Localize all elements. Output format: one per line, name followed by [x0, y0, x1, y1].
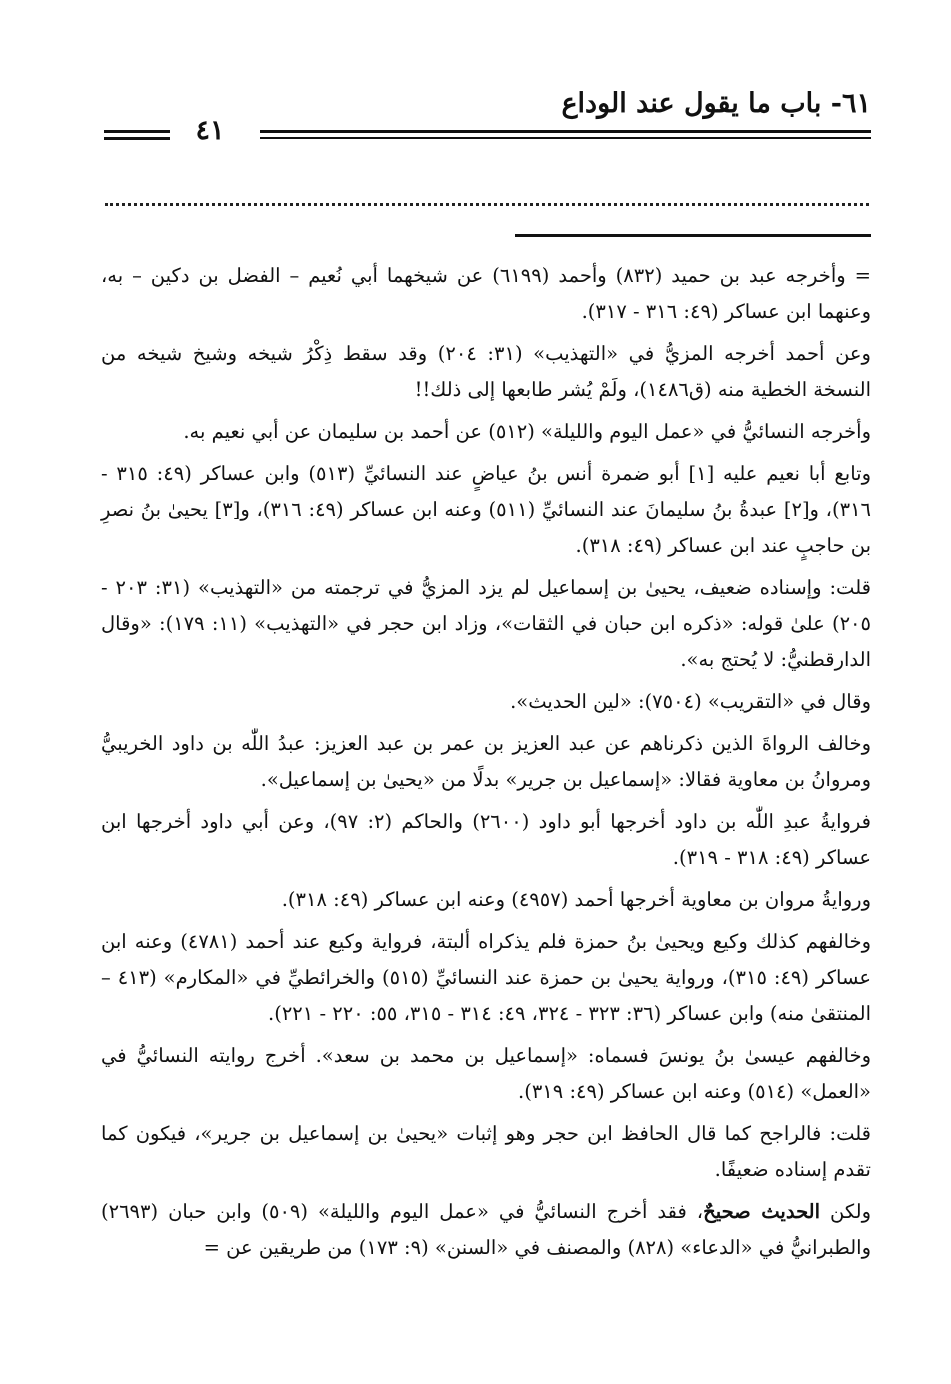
footnote-paragraph: وعن أحمد أخرجه المزيُّ في «التهذيب» (٣١: ٢٠٤) وقد سقط ذِكْرُ شيخه وشيخ شيخه من النسخة الخطية منه (ق١٤٨٦)، ولَمْ يُشر طابعها إلى ذلك!! — [101, 342, 871, 401]
footnotes-block — [101, 258, 871, 1272]
footnote-paragraph: قلت: فالراجح كما قال الحافظ ابن حجر وهو إثبات «يحيىٰ بن إسماعيل بن جرير»، فيكون كما تقدم إسناده ضعيفًا. — [101, 1122, 871, 1181]
page-number: ٤١ — [195, 115, 225, 146]
dotted-separator — [105, 203, 869, 206]
footnote-paragraph: فروايةُ عبدِ اللّٰه بن داود أخرجها أبو داود (٢٦٠٠) والحاكم (٢: ٩٧)، وعن أبي داود أخرجها ابن عساكر (٤٩: ٣١٨ - ٣١٩). — [101, 810, 871, 869]
footnote-paragraph: وخالف الرواةَ الذين ذكرناهم عن عبد العزيز بن عمر بن عبد العزيز: عبدُ اللّٰه بن داود الخريبيُّ ومروانُ بن معاوية فقالا: «إسماعيل بن جرير» بدلًا من «يحيىٰ بن إسماعيل». — [101, 732, 871, 791]
footnote-paragraph: وأخرجه النسائيُّ في «عمل اليوم والليلة» (٥١٢) عن أحمد بن سليمان عن أبي نعيم به. — [183, 420, 871, 443]
footnote-paragraph: وخالفهم عيسىٰ بنُ يونسَ فسماه: «إسماعيل بن محمد بن سعد». أخرج روايته النسائيُّ في «العمل» (٥١٤) وعنه ابن عساكر (٤٩: ٣١٩). — [101, 1044, 871, 1103]
chapter-title: ٦١- باب ما يقول عند الوداع — [561, 88, 871, 119]
header-rule — [260, 130, 871, 139]
footnote-separator — [515, 234, 871, 237]
bold-verdict: الحديث صحيحٌ — [703, 1200, 821, 1223]
footnote-paragraph-last — [101, 1194, 871, 1266]
rest-text: ، فقد أخرج النسائيُّ في «عمل اليوم والليلة» (٥٠٩) وابن حبان (٢٦٩٣) والطبرانيُّ في «الدعاء» (٨٢٨) والمصنف في «السنن» (٩: ١٧٣) من طريقين عن = — [101, 1200, 871, 1259]
footnote-paragraph: = وأخرجه عبد بن حميد (٨٣٢) وأحمد (٦١٩٩) عن شيخهما أبي نُعيم – الفضل بن دكين – به، وعنهما ابن عساكر (٤٩: ٣١٦ - ٣١٧). — [101, 264, 871, 323]
footnote-paragraph: وروايةُ مروان بن معاوية أخرجها أحمد (٤٩٥٧) وعنه ابن عساكر (٤٩: ٣١٨). — [281, 888, 871, 911]
footnote-paragraph: وقال في «التقريب» (٧٥٠٤): «لين الحديث». — [510, 690, 871, 713]
lead-text: ولكن — [820, 1200, 871, 1223]
header-rule-short — [104, 130, 170, 140]
footnote-paragraph: وتابع أبا نعيم عليه [١] أبو ضمرة أنس بنُ عياضٍ عند النسائيِّ (٥١٣) وابن عساكر (٤٩: ٣١٥ - ٣١٦)، و[٢] عبدةُ بنُ سليمانَ عند النسائيِّ (٥١١) وعنه ابن عساكر (٤٩: ٣١٦)، و[٣] يحيىٰ بنُ نصرِ بن حاجبٍ عند ابن عساكر (٤٩: ٣١٨). — [101, 462, 872, 557]
footnote-paragraph: قلت: وإسناده ضعيف، يحيىٰ بن إسماعيل لم يزد المزيُّ في ترجمته من «التهذيب» (٣١: ٢٠٣ - ٢٠٥) علىٰ قوله: «ذكره ابن حبان في الثقات»، وزاد ابن حجر في «التهذيب» (١١: ١٧٩): «وقال الدارقطنيُّ: لا يُحتج به». — [101, 576, 871, 671]
footnote-paragraph: وخالفهم كذلك وكيع ويحيىٰ بنُ حمزة فلم يذكراه ألبتة، فرواية وكيع عند أحمد (٤٧٨١) وعنه ابن عساكر (٤٩: ٣١٥)، ورواية يحيىٰ بن حمزة عند النسائيِّ (٥١٥) والخرائطيِّ في «المكارم» (٤١٣ – المنتقىٰ منه) وابن عساكر (٣٦: ٣٢٣ - ٣٢٤، ٤٩: ٣١٤ - ٣١٥، ٥٥: ٢٢٠ - ٢٢١). — [101, 930, 871, 1025]
